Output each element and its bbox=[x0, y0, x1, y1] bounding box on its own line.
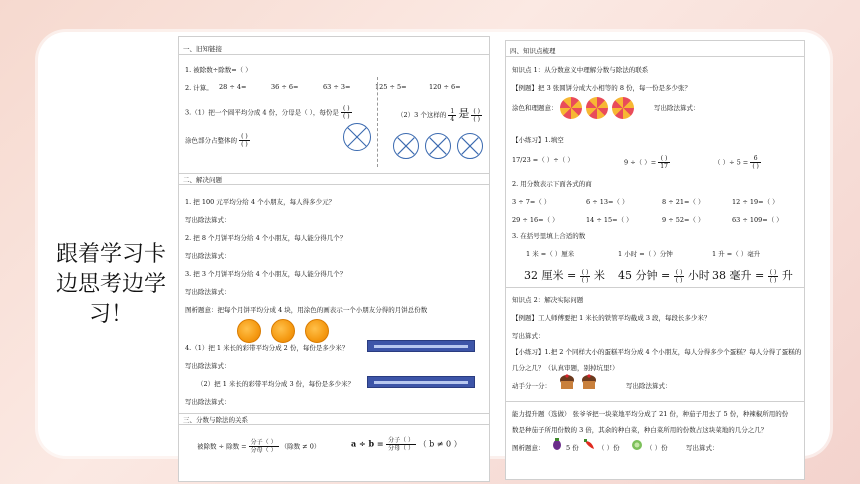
write-equation-5: 写出除法算式： bbox=[185, 398, 231, 406]
challenge-question: 能力提升题（选做） 张爷爷把一块菜地平均分成了 21 份，种茄子用去了 5 份，种辣椒所用的份 bbox=[512, 410, 789, 418]
convert-r2-2-lhs: 45 分钟 = bbox=[618, 269, 671, 282]
frac-num: ( ) bbox=[343, 105, 350, 112]
convert-r2-3-lhs: 38 毫升 = bbox=[712, 269, 765, 282]
quotient-r1-2: 6 ÷ 13=（ ） bbox=[586, 198, 629, 206]
frac-num: ( ) bbox=[675, 268, 683, 276]
worksheet-left bbox=[178, 36, 490, 482]
challenge-write: 写出算式： bbox=[686, 444, 719, 452]
divider bbox=[506, 401, 804, 402]
divided-circle-icon bbox=[343, 123, 371, 151]
divided-circle-icon bbox=[393, 133, 419, 159]
quotient-r2-2: 14 ÷ 15=（ ） bbox=[586, 216, 633, 224]
fill-blank-b-text: 9 ÷（ ）= bbox=[624, 158, 657, 167]
blank-fraction bbox=[674, 269, 685, 284]
write-equation-3: 写出除法算式： bbox=[185, 288, 231, 296]
calc-item-2: 36 ÷ 6= bbox=[271, 83, 299, 91]
question-1: 1. 被除数÷除数=（ ） bbox=[185, 66, 252, 74]
calc-item-5: 120 ÷ 6= bbox=[429, 83, 461, 91]
frac-num: ( ) bbox=[769, 268, 777, 276]
problem-4a: 4.（1）把 1 米长的彩带平均分成 2 份，每份是多少米？ bbox=[185, 344, 349, 352]
challenge-question-b: 数是种茄子所用份数的 3 倍，其余的种白菜，种白菜所用的份数占这块菜地的几分之几？ bbox=[512, 426, 768, 434]
question-3: 3. 在括号里填上合适的数 bbox=[512, 232, 586, 240]
frac-den: ( ) bbox=[769, 276, 777, 284]
write-equation-2: 写出除法算式： bbox=[185, 252, 231, 260]
frac-den: 分母（ ） bbox=[388, 445, 415, 452]
question-3b-end: 是 bbox=[458, 107, 470, 120]
convert-r2-2-unit: 小时 bbox=[687, 269, 710, 282]
frac-num: ( ) bbox=[241, 133, 248, 140]
convert-r2-2 bbox=[618, 267, 710, 284]
calc-item-4: 125 ÷ 5= bbox=[375, 83, 407, 91]
relation-formula-b bbox=[351, 437, 462, 452]
relation-formula-a bbox=[197, 439, 320, 454]
section-heading-review: 一、旧知链接 bbox=[179, 43, 489, 55]
pepper-icon bbox=[582, 437, 596, 451]
blank-fraction bbox=[768, 269, 779, 284]
mooncake-icon bbox=[305, 319, 329, 343]
frac-den: ( ) bbox=[343, 113, 350, 120]
example-1: 【例题】把 3 张圆饼分成大小相等的 8 份，每一份是多少张？ bbox=[512, 84, 692, 92]
frac-num: 分子（ ） bbox=[250, 439, 277, 446]
fill-blank-c-fraction bbox=[750, 155, 761, 170]
convert-r2-1 bbox=[524, 267, 605, 284]
knowledge-point-2: 知识点 2：解决实际问题 bbox=[512, 296, 584, 304]
paint-and-analyze: 涂色和理题意： bbox=[512, 104, 558, 112]
calc-item-1: 28 ÷ 4= bbox=[219, 83, 247, 91]
question-2: 2. 用分数表示下面各式的商 bbox=[512, 180, 592, 188]
pie-icon bbox=[586, 97, 608, 119]
question-3b bbox=[397, 105, 482, 123]
frac-den: 分母（ ） bbox=[250, 447, 277, 454]
challenge-part-1: 5 份 bbox=[566, 444, 579, 452]
frac-num: ( ) bbox=[581, 268, 589, 276]
write-equation: 写出除法算式： bbox=[654, 104, 700, 112]
formula-b-fraction bbox=[386, 437, 416, 452]
pie-icon bbox=[612, 97, 634, 119]
question-3a-text: 3.（1）把一个圆平均分成 4 份，分母是（ ），每份是 bbox=[185, 108, 339, 117]
calc-item-3: 63 ÷ 3= bbox=[323, 83, 351, 91]
challenge-diagram: 图析题意： bbox=[512, 444, 545, 452]
convert-r2-3-unit: 升 bbox=[781, 269, 793, 282]
frac-den: ( ) bbox=[473, 115, 480, 123]
problem-3: 3. 把 3 个月饼平均分给 4 个小朋友，每人能分得几个？ bbox=[185, 270, 347, 278]
hands-on: 动手分一分： bbox=[512, 382, 551, 390]
section-heading-problems: 二、解决问题 bbox=[179, 173, 489, 185]
problem-1: 1. 把 100 元平均分给 4 个小朋友，每人得多少元？ bbox=[185, 198, 336, 206]
write-equation-k2: 写出算式： bbox=[512, 332, 545, 340]
problem-4b: （2）把 1 米长的彩带平均分成 3 份，每份是多少米？ bbox=[197, 380, 355, 388]
blank-fraction bbox=[239, 133, 250, 148]
frac-num: 1 bbox=[450, 107, 455, 115]
formula-a-lhs: 被除数 ÷ 除数 = bbox=[197, 442, 247, 451]
practice-2-note: 几分之几？（认真审题，别掉坑里!） bbox=[512, 364, 619, 372]
ribbon-icon bbox=[367, 340, 475, 352]
write-equation-4: 写出除法算式： bbox=[185, 362, 231, 370]
frac-den: ( ) bbox=[581, 276, 589, 284]
convert-r2-1-lhs: 32 厘米 = bbox=[524, 269, 577, 282]
example-2: 【例题】工人师傅要把 1 米长的铁管平均截成 3 段，每段长多少米？ bbox=[512, 314, 711, 322]
practice-2: 【小练习】1.把 2 个同样大小的蛋糕平均分成 4 个小朋友，每人分得多少个蛋糕？每人分得了蛋糕的 bbox=[512, 348, 802, 356]
section-heading-knowledge: 四、知识点梳理 bbox=[506, 45, 804, 57]
pie-icon bbox=[560, 97, 582, 119]
practice-1: 【小练习】1.填空 bbox=[512, 136, 564, 144]
quotient-r1-3: 8 ÷ 21=（ ） bbox=[662, 198, 705, 206]
divider bbox=[506, 287, 804, 288]
mooncake-icon bbox=[271, 319, 295, 343]
frac-num: ( ) bbox=[473, 107, 480, 115]
challenge-part-2: （ ）份 bbox=[598, 444, 620, 452]
hint-diagram: 图析题意：把每个月饼平均分成 4 块，用涂色的画表示一个小朋友分得的月饼总份数 bbox=[185, 306, 428, 314]
formula-a-fraction bbox=[249, 439, 279, 454]
worksheet-right bbox=[505, 40, 805, 480]
blank-fraction bbox=[580, 269, 591, 284]
frac-num: 分子（ ） bbox=[388, 437, 415, 444]
frac-num: ( ) bbox=[658, 155, 670, 163]
cabbage-icon bbox=[630, 437, 644, 451]
question-2-label: 2. 计算。 bbox=[185, 84, 213, 92]
question-3c bbox=[185, 133, 250, 148]
write-equation-1: 写出除法算式： bbox=[185, 216, 231, 224]
formula-b-lhs: a ÷ b = bbox=[351, 438, 384, 449]
cake-icon bbox=[558, 373, 576, 391]
fill-blank-c-text: （ ）÷ 5 = bbox=[714, 158, 749, 167]
quotient-r1-1: 3 ÷ 7=（ ） bbox=[512, 198, 551, 206]
section-heading-relation: 三、分数与除法的关系 bbox=[179, 413, 489, 425]
formula-a-condition: （除数 ≠ 0） bbox=[280, 442, 321, 451]
fill-blank-b bbox=[624, 155, 670, 170]
formula-b-condition: （ b ≠ 0 ） bbox=[418, 439, 462, 449]
divider-dashed bbox=[377, 77, 378, 167]
fill-blank-b-fraction bbox=[658, 155, 670, 170]
quotient-r2-4: 63 ÷ 109=（ ） bbox=[732, 216, 783, 224]
write-division: 写出除法算式： bbox=[626, 382, 672, 390]
convert-r1-3: 1 升 =（ ）毫升 bbox=[712, 250, 761, 258]
divided-circle-icon bbox=[425, 133, 451, 159]
frac-den: 17 bbox=[660, 163, 668, 170]
fill-blank-a: 17/23 =（ ）÷（ ） bbox=[512, 156, 574, 164]
blank-fraction bbox=[471, 108, 482, 123]
eggplant-icon bbox=[550, 437, 564, 451]
quotient-r2-1: 29 ÷ 16=（ ） bbox=[512, 216, 559, 224]
convert-r1-1: 1 米 =（ ）厘米 bbox=[526, 250, 575, 258]
cake-icon bbox=[580, 373, 598, 391]
frac-den: ( ) bbox=[752, 163, 759, 170]
convert-r1-2: 1 小时 =（ ）分钟 bbox=[618, 250, 673, 258]
convert-r2-1-unit: 米 bbox=[593, 269, 605, 282]
frac-den: ( ) bbox=[675, 276, 683, 284]
quotient-r1-4: 12 ÷ 19=（ ） bbox=[732, 198, 779, 206]
frac-num: 6 bbox=[750, 155, 761, 163]
frac-den: ( ) bbox=[241, 141, 248, 148]
challenge-part-3: （ ）份 bbox=[646, 444, 668, 452]
quotient-r2-3: 9 ÷ 52=（ ） bbox=[662, 216, 705, 224]
one-quarter-fraction bbox=[448, 108, 456, 123]
question-3b-text: （2）3 个这样的 bbox=[397, 111, 447, 119]
caption-text: 跟着学习卡边思考边学习！ bbox=[56, 242, 167, 327]
convert-r2-3 bbox=[712, 267, 793, 284]
ribbon-icon bbox=[367, 376, 475, 388]
blank-fraction bbox=[341, 105, 352, 120]
question-3c-text: 涂色部分占整体的 bbox=[185, 136, 237, 145]
fill-blank-c bbox=[714, 155, 761, 170]
knowledge-point-1: 知识点 1：从分数意义中理解分数与除法的联系 bbox=[512, 66, 649, 74]
problem-2: 2. 把 8 个月饼平均分给 4 个小朋友，每人能分得几个？ bbox=[185, 234, 347, 242]
frac-den: 4 bbox=[450, 115, 455, 123]
question-3a bbox=[185, 105, 352, 120]
divided-circle-icon bbox=[457, 133, 483, 159]
mooncake-icon bbox=[237, 319, 261, 343]
